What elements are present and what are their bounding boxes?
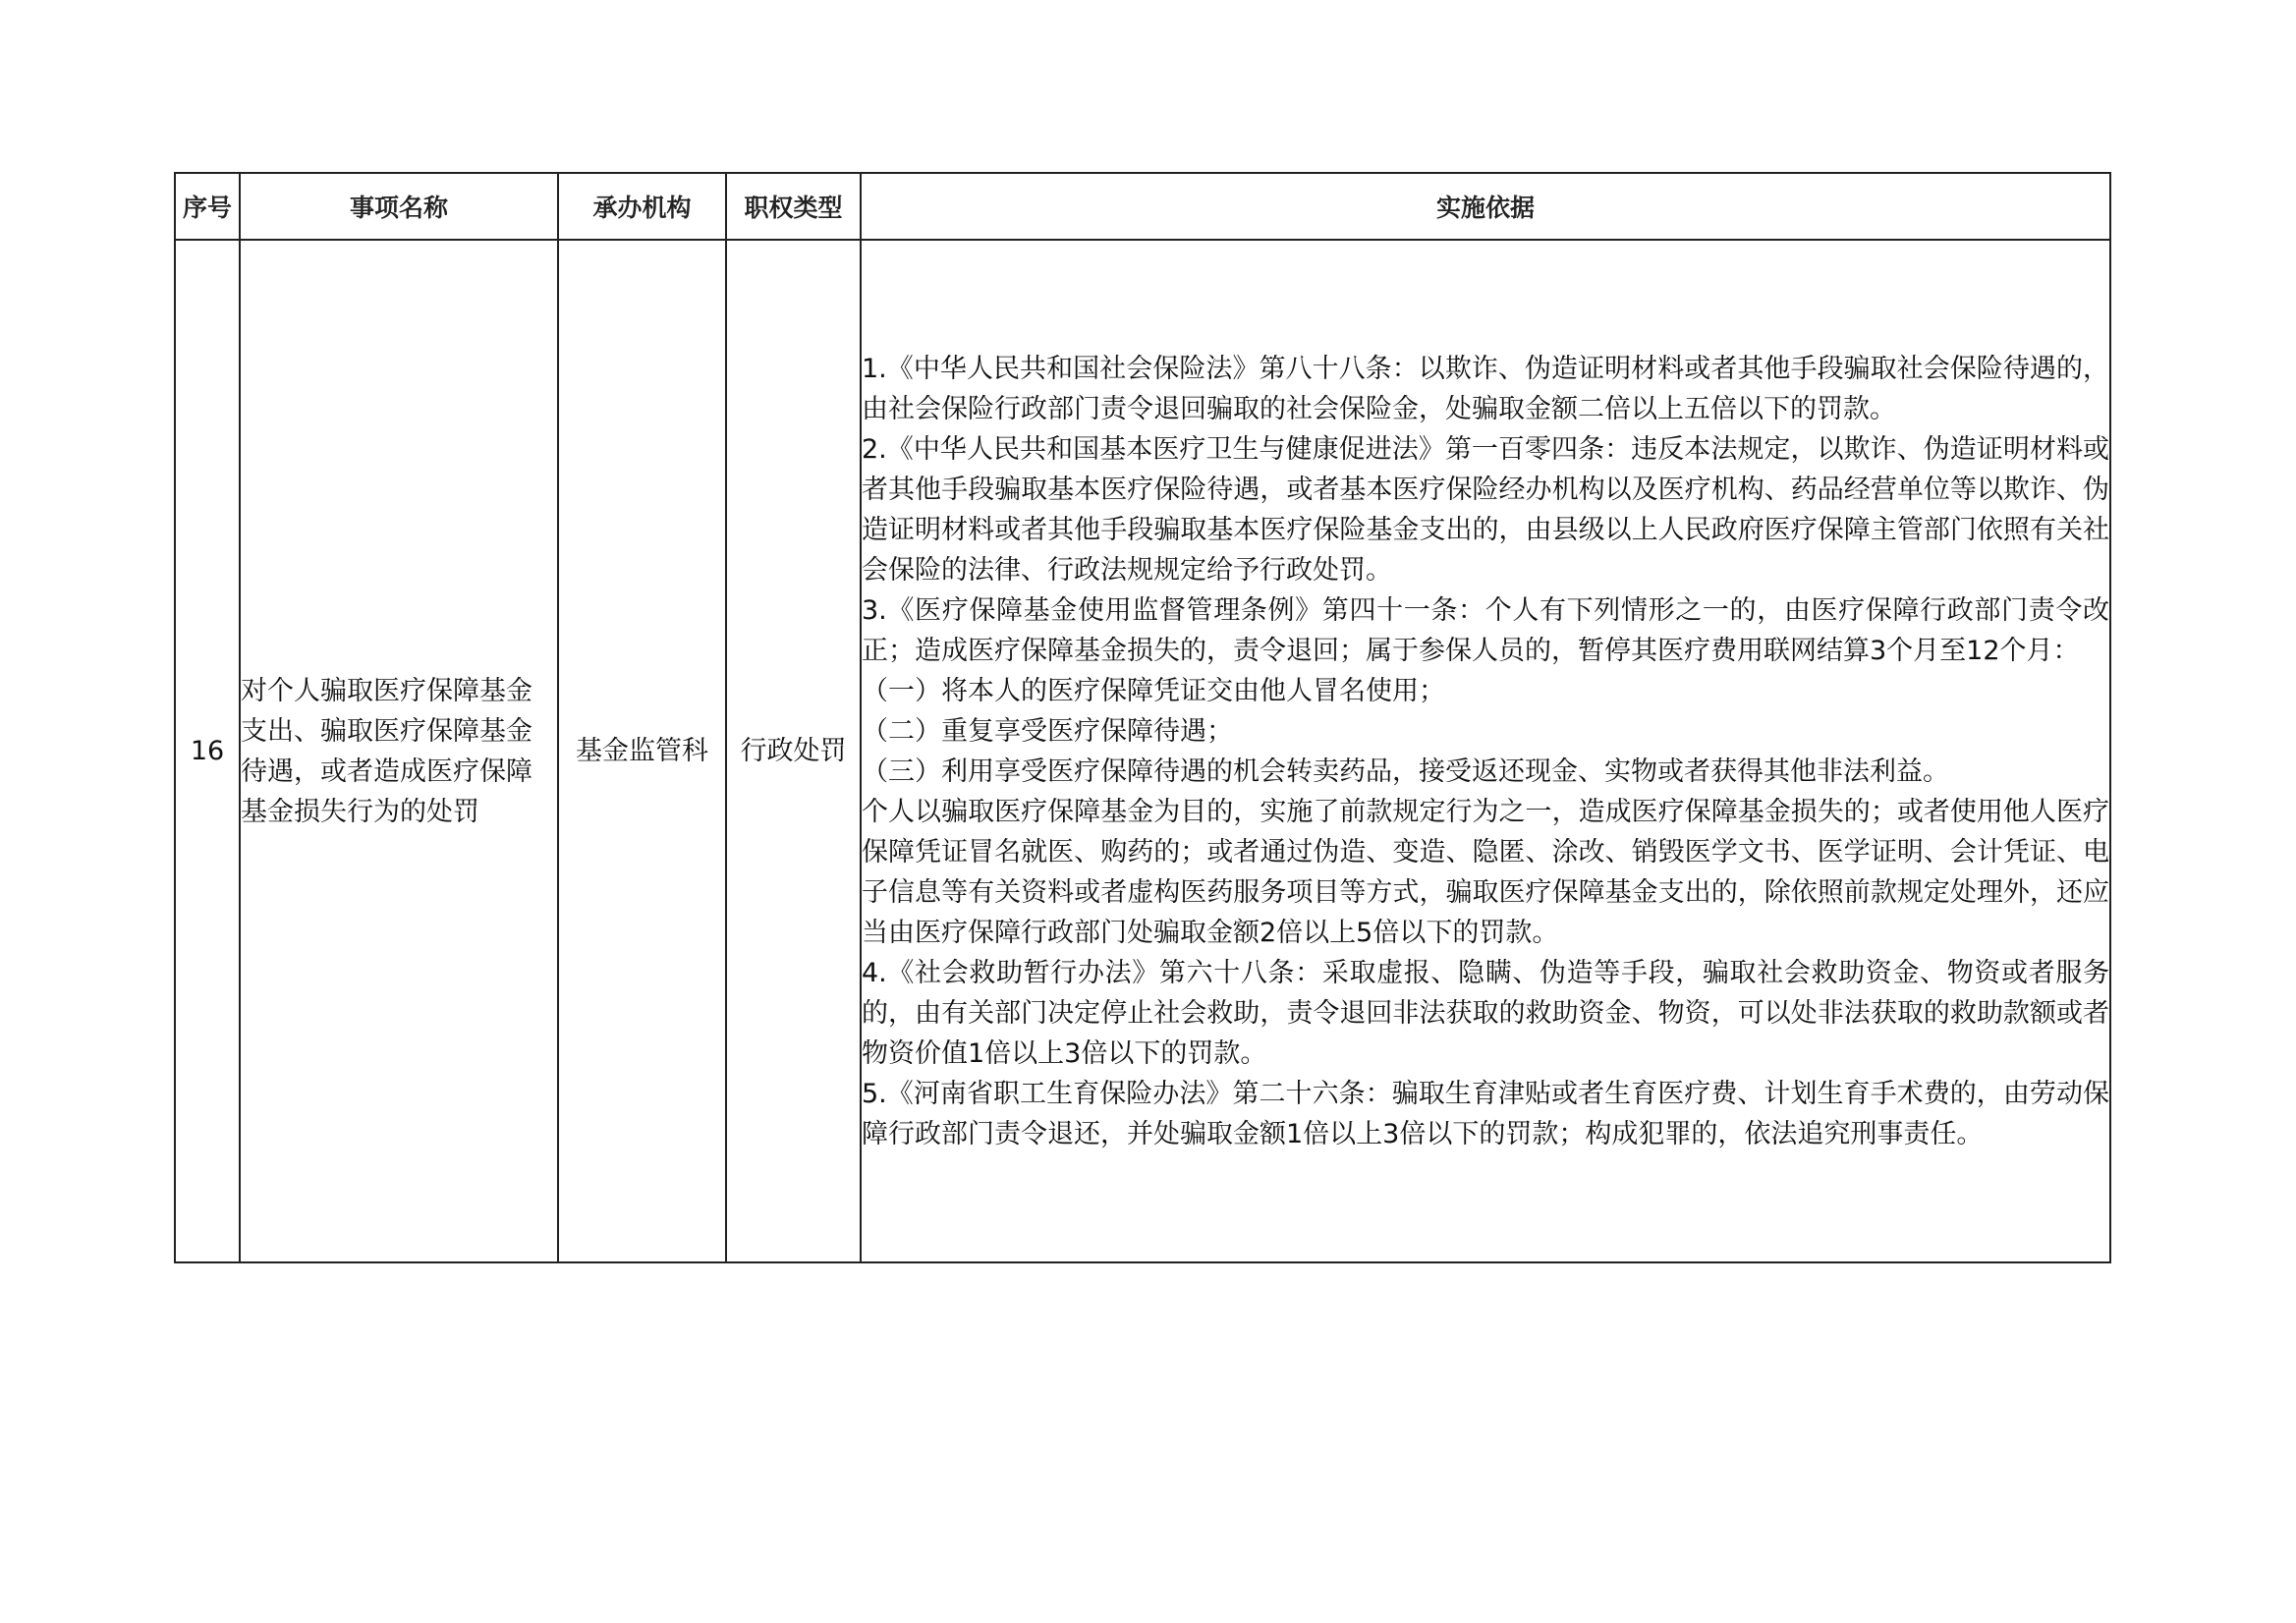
basis-paragraph: 个人以骗取医疗保障基金为目的，实施了前款规定行为之一，造成医疗保障基金损失的；或者使用他人医疗保障凭证冒名就医、购药的；或者通过伪造、变造、隐匿、涂改、销毁医学文书、医学证明、会计凭证、电子信息等有关资料或者虚构医药服务项目等方式，骗取医疗保障基金支出的，除依照前款规定处理外，还应当由医疗保障行政部门处骗取金额2倍以上5倍以下的罚款。	[862, 796, 2109, 948]
header-serial-number: 序号	[175, 173, 240, 240]
cell-handling-agency: 基金监管科	[558, 240, 726, 1262]
basis-paragraph: 4.《社会救助暂行办法》第六十八条：采取虚报、隐瞒、伪造等手段，骗取社会救助资金、物资或者服务的，由有关部门决定停止社会救助，责令退回非法获取的救助资金、物资，可以处非法获取的救助款额或者物资价值1倍以上3倍以下的罚款。	[862, 957, 2109, 1069]
table-row	[175, 240, 2110, 1262]
cell-authority-type: 行政处罚	[726, 240, 861, 1262]
header-authority-type: 职权类型	[726, 173, 861, 240]
cell-serial-number: 16	[175, 240, 240, 1262]
header-item-name: 事项名称	[240, 173, 558, 240]
header-handling-agency: 承办机构	[558, 173, 726, 240]
basis-list-item: （二）重复享受医疗保障待遇；	[862, 715, 1233, 747]
cell-item-name: 对个人骗取医疗保障基金支出、骗取医疗保障基金待遇，或者造成医疗保障基金损失行为的处罚	[240, 240, 558, 1262]
basis-paragraph: 2.《中华人民共和国基本医疗卫生与健康促进法》第一百零四条：违反本法规定，以欺诈、伪造证明材料或者其他手段骗取基本医疗保险待遇，或者基本医疗保险经办机构以及医疗机构、药品经营单位等以欺诈、伪造证明材料或者其他手段骗取基本医疗保险基金支出的，由县级以上人民政府医疗保障主管部门依照有关社会保险的法律、行政法规规定给予行政处罚。	[862, 433, 2109, 586]
cell-legal-basis	[861, 240, 2110, 1262]
basis-list-item: （一）将本人的医疗保障凭证交由他人冒名使用；	[862, 675, 1445, 706]
basis-paragraph: 5.《河南省职工生育保险办法》第二十六条：骗取生育津贴或者生育医疗费、计划生育手术费的，由劳动保障行政部门责令退还，并处骗取金额1倍以上3倍以下的罚款；构成犯罪的，依法追究刑事责任。	[862, 1078, 2109, 1149]
basis-paragraph: 3.《医疗保障基金使用监督管理条例》第四十一条：个人有下列情形之一的，由医疗保障行政部门责令改正；造成医疗保障基金损失的，责令退回；属于参保人员的，暂停其医疗费用联网结算3个月至12个月：	[862, 594, 2109, 666]
basis-list-item: （三）利用享受医疗保障待遇的机会转卖药品，接受返还现金、实物或者获得其他非法利益。	[862, 756, 1949, 787]
header-row	[175, 173, 2110, 240]
basis-paragraph: 1.《中华人民共和国社会保险法》第八十八条：以欺诈、伪造证明材料或者其他手段骗取社会保险待遇的，由社会保险行政部门责令退回骗取的社会保险金，处骗取金额二倍以上五倍以下的罚款。	[862, 353, 2109, 424]
administrative-penalty-table	[174, 172, 2111, 1263]
header-legal-basis: 实施依据	[861, 173, 2110, 240]
